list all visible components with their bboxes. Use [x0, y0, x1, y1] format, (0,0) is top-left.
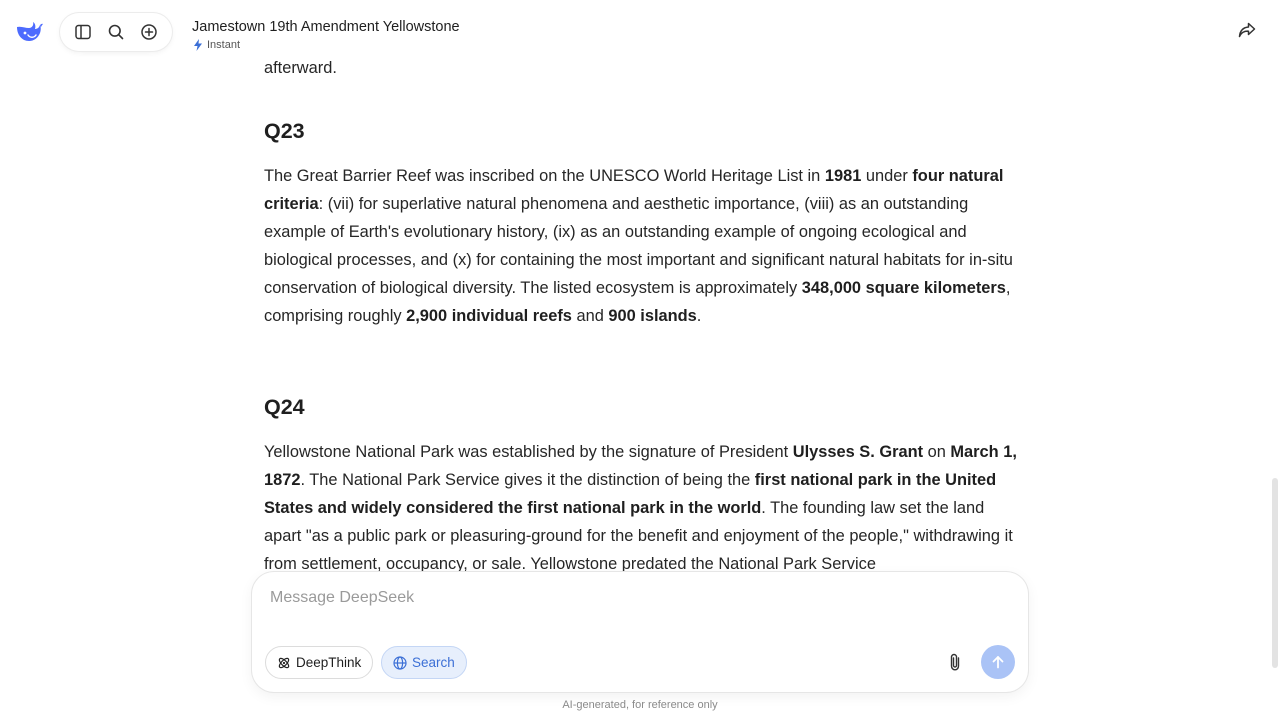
conversation-area [264, 56, 1024, 572]
text-run: , comprising roughly [264, 279, 1011, 325]
search-label: Search [412, 655, 455, 670]
share-button[interactable] [1236, 19, 1258, 41]
plus-circle-icon [140, 23, 158, 41]
q24-answer [264, 438, 1024, 572]
toolbar-pill [60, 13, 172, 51]
text-run: . [696, 307, 702, 325]
chat-title[interactable]: Jamestown 19th Amendment Yellowstone [192, 19, 460, 35]
search-icon [107, 23, 125, 41]
arrow-up-icon [990, 654, 1006, 670]
bold-text: Ulysses S. Grant [792, 443, 924, 461]
sidebar-icon [74, 23, 92, 41]
bold-text: March 1, 1872 [264, 443, 1017, 489]
bold-text: 1981 [824, 167, 862, 185]
paperclip-icon [946, 652, 964, 672]
text-run: Yellowstone National Park was established by the signature of President [264, 443, 793, 461]
deepthink-toggle[interactable] [265, 646, 373, 679]
search-chats-button[interactable] [102, 18, 130, 46]
attach-button[interactable] [944, 651, 966, 673]
bold-text: four natural criteria [264, 167, 1004, 213]
search-toggle[interactable] [381, 646, 467, 679]
text-run: and [571, 307, 609, 325]
bold-text: first national park in the United States and widely considered the first national park in the world [264, 471, 997, 517]
deepthink-label: DeepThink [296, 655, 362, 670]
q24-heading: Q24 [264, 395, 305, 419]
sidebar-toggle-button[interactable] [69, 18, 97, 46]
new-chat-button[interactable] [135, 18, 163, 46]
top-bar [0, 0, 1280, 56]
bold-text: 2,900 individual reefs [406, 307, 572, 325]
bold-text: 900 islands [608, 307, 697, 325]
mode-indicator [193, 39, 240, 51]
send-button[interactable] [981, 645, 1015, 679]
scrollbar-thumb[interactable] [1272, 478, 1278, 668]
q23-heading: Q23 [264, 119, 305, 143]
text-run: . The National Park Service gives it the distinction of being the [300, 471, 755, 489]
answer-fragment: afterward. [264, 59, 337, 77]
share-icon [1237, 20, 1257, 40]
text-run: under [861, 167, 913, 185]
text-run: : (vii) for superlative natural phenomena and aesthetic importance, (viii) as an outstanding example of Earth's evolutionary history, (ix) as an outstanding example of ongoing ecological and biological processes, and (x) for containing the most important and significant natural habitats for in-situ conservation of biological diversity. The listed ecosystem is approximately [264, 195, 1013, 297]
atom-icon [277, 656, 291, 670]
lightning-icon [193, 39, 203, 51]
deepseek-logo-icon[interactable] [14, 17, 44, 47]
mode-label: Instant [207, 39, 241, 51]
globe-icon [393, 656, 407, 670]
text-run: on [923, 443, 951, 461]
message-input[interactable] [268, 586, 1008, 610]
disclaimer-note: AI-generated, for reference only [562, 699, 718, 711]
text-run: . The founding law set the land apart "as a public park or pleasuring-ground for the benefit and enjoyment of the people," withdrawing it from settlement, occupancy, or sale. Yellowstone predated the National Park Service [264, 499, 1013, 572]
q23-answer [264, 162, 1024, 330]
text-run: The Great Barrier Reef was inscribed on the UNESCO World Heritage List in [264, 167, 825, 185]
bold-text: 348,000 square kilometers [801, 279, 1006, 297]
message-composer [252, 572, 1028, 692]
